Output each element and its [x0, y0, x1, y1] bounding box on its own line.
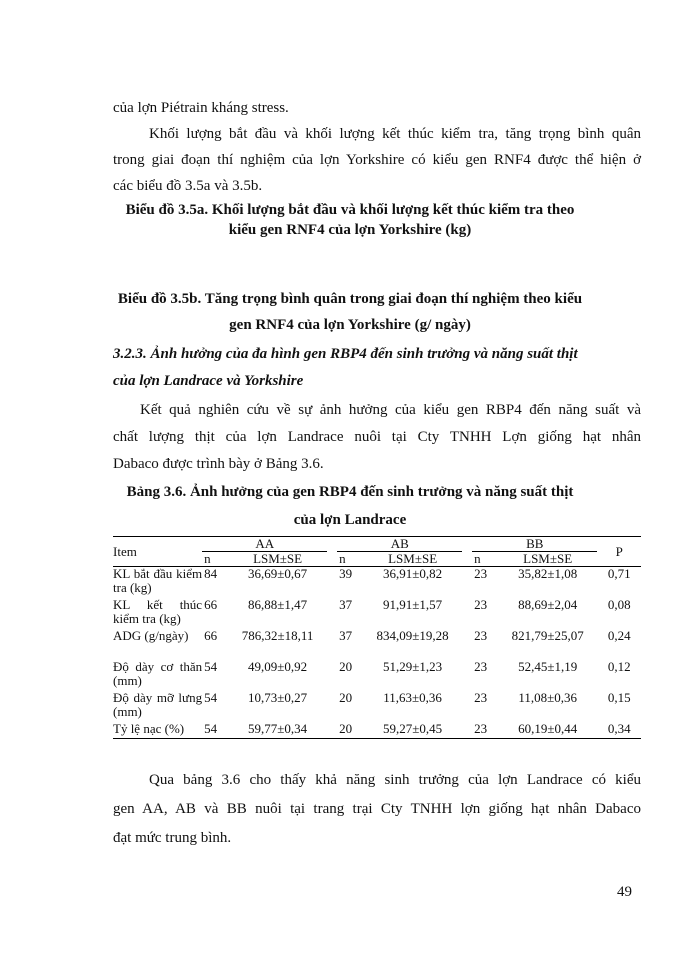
cell-value: 36,91±0,82: [383, 566, 443, 581]
header-n: n: [202, 552, 228, 567]
cell-value: 10,73±0,27: [248, 690, 308, 705]
header-group-ab: AB: [337, 537, 462, 552]
row-item: Tỷ lệ nạc (%): [113, 722, 202, 739]
figure-caption: kiểu gen RNF4 của lợn Yorkshire (kg): [228, 222, 472, 238]
header-n: n: [337, 552, 363, 567]
table-row: [113, 598, 641, 629]
cell-n: 23: [474, 659, 488, 674]
figure-caption: gen RNF4 của lợn Yorkshire (g/ ngày): [229, 317, 471, 333]
cell-value: 834,09±19,28: [376, 628, 449, 643]
paragraph-line: trong giai đoạn thí nghiệm của lợn Yorkshire có kiểu gen RNF4 được thể hiện ở: [113, 152, 641, 168]
cell-n: 20: [339, 659, 353, 674]
paragraph-line: các biểu đồ 3.5a và 3.5b.: [113, 178, 263, 194]
cell-n: 54: [204, 659, 218, 674]
cell-n: 84: [204, 566, 218, 581]
header-lsm: LSM±SE: [363, 552, 462, 567]
figure-caption: Biểu đồ 3.5a. Khối lượng bắt đầu và khối lượng kết thúc kiểm tra theo: [125, 202, 575, 218]
cell-n: 37: [339, 628, 353, 643]
cell-value: 86,88±1,47: [248, 597, 308, 612]
figure-caption: Biểu đồ 3.5b. Tăng trọng bình quân trong giai đoạn thí nghiệm theo kiểu: [117, 291, 583, 307]
header-n: n: [472, 552, 498, 567]
paragraph-line: gen AA, AB và BB nuôi tại trang trại Cty TNHH lợn giống hạt nhân Dabaco: [113, 801, 641, 817]
table-row: [113, 722, 641, 739]
cell-value: 52,45±1,19: [518, 659, 578, 674]
cell-n: 37: [339, 597, 353, 612]
paragraph-line: chất lượng thịt của lợn Landrace nuôi tại Cty TNHH Lợn giống hạt nhân: [113, 429, 641, 445]
cell-p: 0,15: [607, 690, 631, 705]
header-group-aa: AA: [202, 537, 327, 552]
table-row: [113, 691, 641, 722]
cell-value: 786,32±18,11: [241, 628, 314, 643]
paragraph-line: Kết quả nghiên cứu về sự ảnh hưởng của kiểu gen RBP4 đến năng suất và: [140, 402, 641, 418]
cell-value: 821,79±25,07: [511, 628, 584, 643]
cell-n: 20: [339, 690, 353, 705]
cell-n: 23: [474, 597, 488, 612]
cell-value: 51,29±1,23: [383, 659, 443, 674]
cell-n: 54: [204, 690, 218, 705]
cell-value: 36,69±0,67: [248, 566, 308, 581]
cell-p: 0,12: [607, 659, 631, 674]
cell-n: 54: [202, 722, 228, 739]
row-item: KL bắt đầu kiểm tra (kg): [113, 566, 203, 595]
cell-n: 23: [474, 628, 488, 643]
row-item: KL kết thúc kiểm tra (kg): [113, 597, 203, 626]
cell-value: 11,08±0,36: [518, 690, 577, 705]
cell-value: 88,69±2,04: [518, 597, 578, 612]
cell-n: 39: [339, 566, 353, 581]
cell-p: 0,08: [607, 597, 631, 612]
paragraph-line: Qua bảng 3.6 cho thấy khả năng sinh trưởng của lợn Landrace có kiểu: [149, 772, 641, 788]
data-table: [113, 536, 641, 739]
paragraph-line: đạt mức trung bình.: [113, 830, 232, 846]
cell-value: 11,63±0,36: [383, 690, 442, 705]
cell-p: 0,24: [607, 628, 631, 643]
cell-value: 91,91±1,57: [383, 597, 443, 612]
header-p: P: [597, 537, 641, 567]
cell-n: 20: [337, 722, 363, 739]
header-item: Item: [113, 537, 202, 567]
cell-p: 0,34: [597, 722, 641, 739]
section-heading: của lợn Landrace và Yorkshire: [113, 373, 304, 389]
cell-n: 23: [472, 722, 498, 739]
header-lsm: LSM±SE: [498, 552, 597, 567]
table-row: [113, 567, 641, 599]
page-number: 49: [617, 884, 632, 900]
paragraph-line: Khối lượng bắt đầu và khối lượng kết thúc kiểm tra, tăng trọng bình quân: [149, 126, 641, 142]
cell-n: 23: [474, 566, 488, 581]
cell-value: 59,27±0,45: [363, 722, 462, 739]
header-lsm: LSM±SE: [228, 552, 327, 567]
table-caption: Bảng 3.6. Ảnh hưởng của gen RBP4 đến sinh trưởng và năng suất thịt: [126, 484, 574, 500]
row-item: ADG (g/ngày): [113, 628, 189, 643]
cell-value: 60,19±0,44: [498, 722, 597, 739]
cell-p: 0,71: [607, 566, 631, 581]
row-item: Độ dày mỡ lưng (mm): [113, 690, 203, 719]
section-heading: 3.2.3. Ảnh hưởng của đa hình gen RBP4 đến sinh trưởng và năng suất thịt: [113, 346, 578, 362]
row-item: Độ dày cơ thăn (mm): [113, 659, 203, 688]
cell-n: 23: [474, 690, 488, 705]
cell-value: 59,77±0,34: [228, 722, 327, 739]
paragraph-line: của lợn Piétrain kháng stress.: [113, 100, 289, 116]
table-row: [113, 629, 641, 660]
table-caption: của lợn Landrace: [293, 512, 407, 528]
cell-value: 49,09±0,92: [248, 659, 308, 674]
cell-value: 35,82±1,08: [518, 566, 578, 581]
header-group-bb: BB: [472, 537, 597, 552]
paragraph-line: Dabaco được trình bày ở Bảng 3.6.: [113, 456, 324, 472]
cell-n: 66: [204, 628, 218, 643]
table-row: [113, 660, 641, 691]
cell-n: 66: [204, 597, 218, 612]
